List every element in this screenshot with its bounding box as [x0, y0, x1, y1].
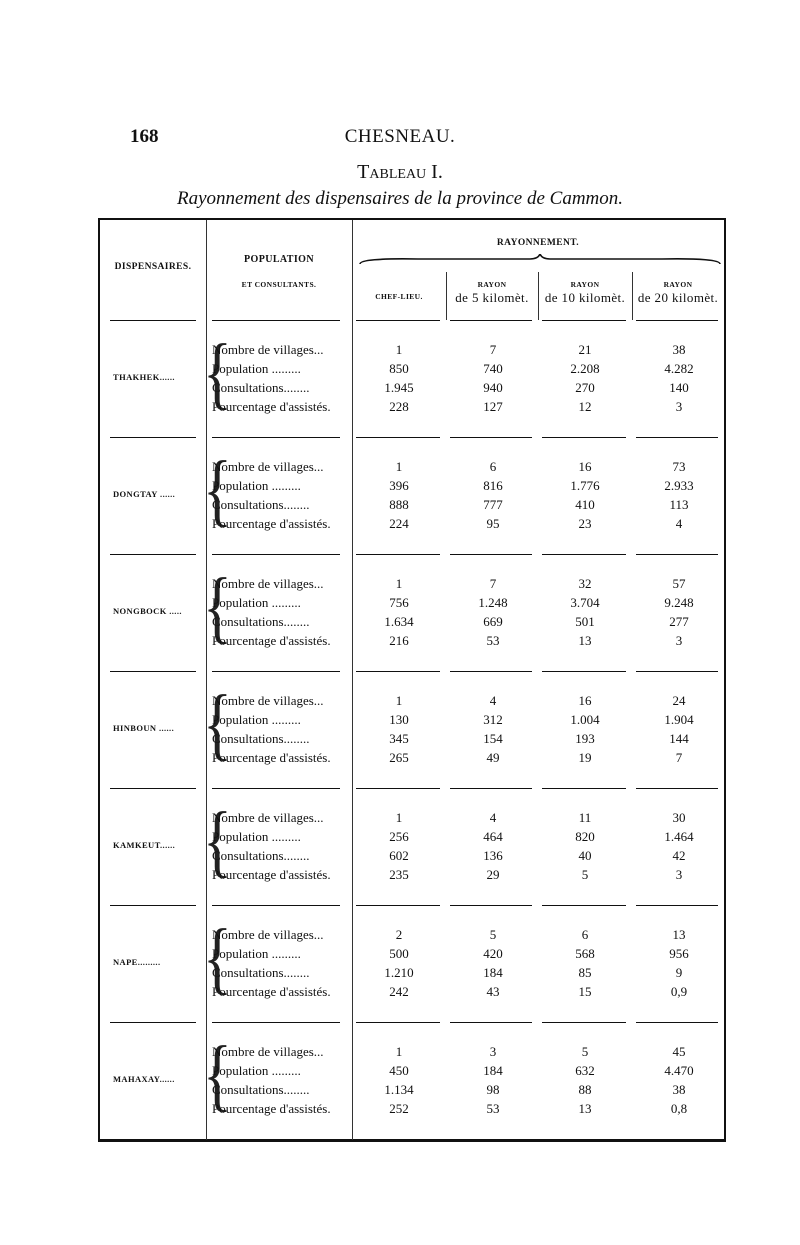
table-cell: 7 — [489, 342, 497, 357]
table-cell: 3.704 — [570, 595, 600, 610]
table-cell: 816 — [483, 478, 503, 493]
block-separator — [110, 671, 196, 672]
block-separator — [356, 788, 440, 789]
block-separator — [110, 905, 196, 906]
table-cell: 0,9 — [670, 984, 688, 999]
row-label: Consultations........ — [212, 731, 310, 746]
row-label: Consultations........ — [212, 614, 310, 629]
row-label: Population ......... — [212, 1063, 301, 1078]
header-rayon-5 — [446, 280, 538, 306]
block-separator — [110, 320, 196, 321]
block-separator — [356, 320, 440, 321]
table-cell: 1.210 — [384, 965, 414, 980]
dispensaire-name: HINBOUN ...... — [113, 723, 175, 733]
running-head: CHESNEAU. — [344, 126, 456, 147]
table-cell: 21 — [578, 342, 592, 357]
block-separator — [636, 320, 718, 321]
row-label: Population ......... — [212, 478, 301, 493]
table-cell: 16 — [578, 459, 592, 474]
table-cell: 1.776 — [570, 478, 600, 493]
table-cell: 11 — [578, 810, 592, 825]
table-cell: 940 — [483, 380, 503, 395]
table-cell: 38 — [672, 342, 686, 357]
table-cell: 95 — [486, 516, 500, 531]
rule-after-rayon-10 — [632, 272, 633, 320]
header-rayon-10 — [538, 280, 632, 306]
table-cell: 2.933 — [664, 478, 694, 493]
table-cell: 4 — [489, 810, 497, 825]
table-cell: 154 — [483, 731, 503, 746]
table-cell: 420 — [483, 946, 503, 961]
block-separator — [450, 320, 532, 321]
table-cell: 1.004 — [570, 712, 600, 727]
table-cell: 98 — [486, 1082, 500, 1097]
table-cell: 888 — [389, 497, 409, 512]
row-label: Population ......... — [212, 946, 301, 961]
table-cell: 2 — [395, 927, 403, 942]
table-cell: 9 — [675, 965, 683, 980]
row-label: Consultations........ — [212, 965, 310, 980]
table-cell: 127 — [483, 399, 503, 414]
table-cell: 40 — [578, 848, 592, 863]
table-cell: 669 — [483, 614, 503, 629]
rayonnement-brace — [358, 254, 722, 268]
row-label: Consultations........ — [212, 1082, 310, 1097]
block-separator — [542, 905, 626, 906]
table-cell: 1 — [395, 342, 403, 357]
header-dispensaires: DISPENSAIRES. — [114, 262, 192, 272]
table-cell: 3 — [675, 867, 683, 882]
table-cell: 29 — [486, 867, 500, 882]
block-separator — [212, 671, 340, 672]
block-separator — [356, 1022, 440, 1023]
table-cell: 24 — [672, 693, 686, 708]
table-cell: 1 — [395, 459, 403, 474]
row-label: Nombre de villages... — [212, 927, 324, 942]
table-cell: 13 — [672, 927, 686, 942]
row-group-brace: { — [203, 1029, 232, 1119]
row-label: Nombre de villages... — [212, 1044, 324, 1059]
table-cell: 464 — [483, 829, 503, 844]
table-cell: 256 — [389, 829, 409, 844]
row-group-brace: { — [203, 561, 232, 651]
header-rayon-20-small: RAYON — [663, 280, 693, 289]
block-separator — [356, 671, 440, 672]
block-separator — [212, 905, 340, 906]
header-consultants: ET CONSULTANTS. — [241, 280, 317, 289]
header-rayon-5-small: RAYON — [477, 280, 507, 289]
table-cell: 49 — [486, 750, 500, 765]
table-cell: 38 — [672, 1082, 686, 1097]
block-separator — [110, 788, 196, 789]
row-group-brace: { — [203, 327, 232, 417]
block-separator — [450, 554, 532, 555]
table-cell: 602 — [389, 848, 409, 863]
block-separator — [110, 1022, 196, 1023]
block-separator — [450, 671, 532, 672]
row-group-brace: { — [203, 912, 232, 1002]
table-cell: 265 — [389, 750, 409, 765]
table-cell: 410 — [575, 497, 595, 512]
dispensaire-name: MAHAXAY...... — [113, 1074, 175, 1084]
table-cell: 73 — [672, 459, 686, 474]
block-separator — [450, 437, 532, 438]
table-cell: 777 — [483, 497, 503, 512]
header-rayon-20-big: de 20 kilomèt. — [637, 290, 719, 305]
row-label: Nombre de villages... — [212, 342, 324, 357]
table-cell: 4 — [489, 693, 497, 708]
block-separator — [636, 437, 718, 438]
block-separator — [356, 905, 440, 906]
table-cell: 3 — [675, 633, 683, 648]
header-rayon-5-big: de 5 kilomèt. — [455, 290, 529, 305]
table-cell: 1.464 — [664, 829, 694, 844]
table-cell: 228 — [389, 399, 409, 414]
table-cell: 1 — [395, 810, 403, 825]
block-separator — [542, 437, 626, 438]
block-separator — [212, 554, 340, 555]
table-cell: 130 — [389, 712, 409, 727]
table-cell: 820 — [575, 829, 595, 844]
table-cell: 184 — [483, 965, 503, 980]
row-label: Nombre de villages... — [212, 459, 324, 474]
dispensaire-name: NAPE......... — [113, 957, 161, 967]
row-label: Nombre de villages... — [212, 810, 324, 825]
rule-after-population — [352, 220, 353, 1140]
row-label: Population ......... — [212, 829, 301, 844]
table-cell: 184 — [483, 1063, 503, 1078]
block-separator — [356, 437, 440, 438]
rule-after-rayon-5 — [538, 272, 539, 320]
table-cell: 224 — [389, 516, 409, 531]
table-cell: 23 — [578, 516, 592, 531]
table-cell: 5 — [581, 1044, 589, 1059]
block-separator — [212, 320, 340, 321]
block-separator — [542, 788, 626, 789]
dispensaire-name: NONGBOCK ..... — [113, 606, 182, 616]
table-cell: 632 — [575, 1063, 595, 1078]
table-cell: 144 — [669, 731, 689, 746]
block-separator — [542, 1022, 626, 1023]
row-label: Pourcentage d'assistés. — [212, 399, 331, 414]
table-cell: 277 — [669, 614, 689, 629]
table-cell: 1.248 — [478, 595, 508, 610]
table-cell: 13 — [578, 1101, 592, 1116]
table-cell: 140 — [669, 380, 689, 395]
row-label: Population ......... — [212, 712, 301, 727]
table-cell: 193 — [575, 731, 595, 746]
block-separator — [450, 1022, 532, 1023]
table-cell: 2.208 — [570, 361, 600, 376]
table-cell: 1 — [395, 1044, 403, 1059]
table-cell: 450 — [389, 1063, 409, 1078]
table-cell: 7 — [489, 576, 497, 591]
table-cell: 1.945 — [384, 380, 414, 395]
block-separator — [450, 905, 532, 906]
row-label: Pourcentage d'assistés. — [212, 867, 331, 882]
table-cell: 4 — [675, 516, 683, 531]
row-label: Pourcentage d'assistés. — [212, 984, 331, 999]
row-group-brace: { — [203, 444, 232, 534]
data-table — [98, 218, 726, 1142]
table-cell: 57 — [672, 576, 686, 591]
table-cell: 270 — [575, 380, 595, 395]
table-cell: 85 — [578, 965, 592, 980]
block-separator — [636, 554, 718, 555]
table-cell: 0,8 — [670, 1101, 688, 1116]
table-cell: 53 — [486, 633, 500, 648]
block-separator — [636, 671, 718, 672]
table-title: Tableau I. — [357, 161, 443, 183]
table-cell: 500 — [389, 946, 409, 961]
table-cell: 4.282 — [664, 361, 694, 376]
dispensaire-name: THAKHEK...... — [113, 372, 175, 382]
block-separator — [212, 437, 340, 438]
row-group-brace: { — [203, 795, 232, 885]
table-cell: 956 — [669, 946, 689, 961]
table-cell: 16 — [578, 693, 592, 708]
block-separator — [636, 1022, 718, 1023]
table-cell: 568 — [575, 946, 595, 961]
table-cell: 13 — [578, 633, 592, 648]
table-cell: 136 — [483, 848, 503, 863]
row-label: Pourcentage d'assistés. — [212, 516, 331, 531]
table-cell: 1 — [395, 576, 403, 591]
row-label: Consultations........ — [212, 848, 310, 863]
header-population: POPULATION — [244, 254, 314, 265]
row-label: Consultations........ — [212, 380, 310, 395]
table-cell: 235 — [389, 867, 409, 882]
table-cell: 43 — [486, 984, 500, 999]
row-label: Consultations........ — [212, 497, 310, 512]
table-cell: 242 — [389, 984, 409, 999]
row-label: Pourcentage d'assistés. — [212, 1101, 331, 1116]
table-cell: 3 — [489, 1044, 497, 1059]
header-chef-lieu: CHEF-LIEU. — [375, 292, 423, 301]
table-cell: 501 — [575, 614, 595, 629]
table-cell: 345 — [389, 731, 409, 746]
table-cell: 4.470 — [664, 1063, 694, 1078]
table-cell: 1 — [395, 693, 403, 708]
block-separator — [356, 554, 440, 555]
row-label: Pourcentage d'assistés. — [212, 750, 331, 765]
block-separator — [542, 671, 626, 672]
block-separator — [636, 788, 718, 789]
rule-after-chef-lieu — [446, 272, 447, 320]
block-separator — [542, 554, 626, 555]
header-rayon-20 — [632, 280, 724, 306]
dispensaire-name: KAMKEUT...... — [113, 840, 176, 850]
table-cell: 6 — [581, 927, 589, 942]
header-rayonnement: RAYONNEMENT. — [496, 238, 580, 248]
block-separator — [110, 554, 196, 555]
table-cell: 3 — [675, 399, 683, 414]
table-cell: 19 — [578, 750, 592, 765]
table-cell: 45 — [672, 1044, 686, 1059]
header-rayon-10-big: de 10 kilomèt. — [544, 290, 626, 305]
table-cell: 850 — [389, 361, 409, 376]
table-cell: 1.634 — [384, 614, 414, 629]
table-cell: 6 — [489, 459, 497, 474]
table-subtitle: Rayonnement des dispensaires de la province de Cammon. — [176, 188, 624, 209]
table-cell: 32 — [578, 576, 592, 591]
block-separator — [212, 788, 340, 789]
table-cell: 30 — [672, 810, 686, 825]
page-number: 168 — [130, 126, 159, 147]
table-cell: 5 — [489, 927, 497, 942]
table-cell: 9.248 — [664, 595, 694, 610]
table-cell: 252 — [389, 1101, 409, 1116]
block-separator — [636, 905, 718, 906]
row-label: Population ......... — [212, 595, 301, 610]
row-label: Nombre de villages... — [212, 576, 324, 591]
table-cell: 15 — [578, 984, 592, 999]
table-cell: 88 — [578, 1082, 592, 1097]
row-label: Nombre de villages... — [212, 693, 324, 708]
table-cell: 42 — [672, 848, 686, 863]
block-separator — [450, 788, 532, 789]
table-cell: 53 — [486, 1101, 500, 1116]
block-separator — [110, 437, 196, 438]
table-cell: 7 — [675, 750, 683, 765]
table-cell: 216 — [389, 633, 409, 648]
table-cell: 113 — [669, 497, 689, 512]
row-group-brace: { — [203, 678, 232, 768]
table-cell: 312 — [483, 712, 503, 727]
table-cell: 1.134 — [384, 1082, 414, 1097]
row-label: Pourcentage d'assistés. — [212, 633, 331, 648]
header-rayon-10-small: RAYON — [570, 280, 600, 289]
table-cell: 5 — [581, 867, 589, 882]
row-label: Population ......... — [212, 361, 301, 376]
dispensaire-name: DONGTAY ...... — [113, 489, 176, 499]
table-cell: 740 — [483, 361, 503, 376]
block-separator — [542, 320, 626, 321]
table-cell: 756 — [389, 595, 409, 610]
table-cell: 396 — [389, 478, 409, 493]
table-cell: 1.904 — [664, 712, 694, 727]
table-cell: 12 — [578, 399, 592, 414]
block-separator — [212, 1022, 340, 1023]
